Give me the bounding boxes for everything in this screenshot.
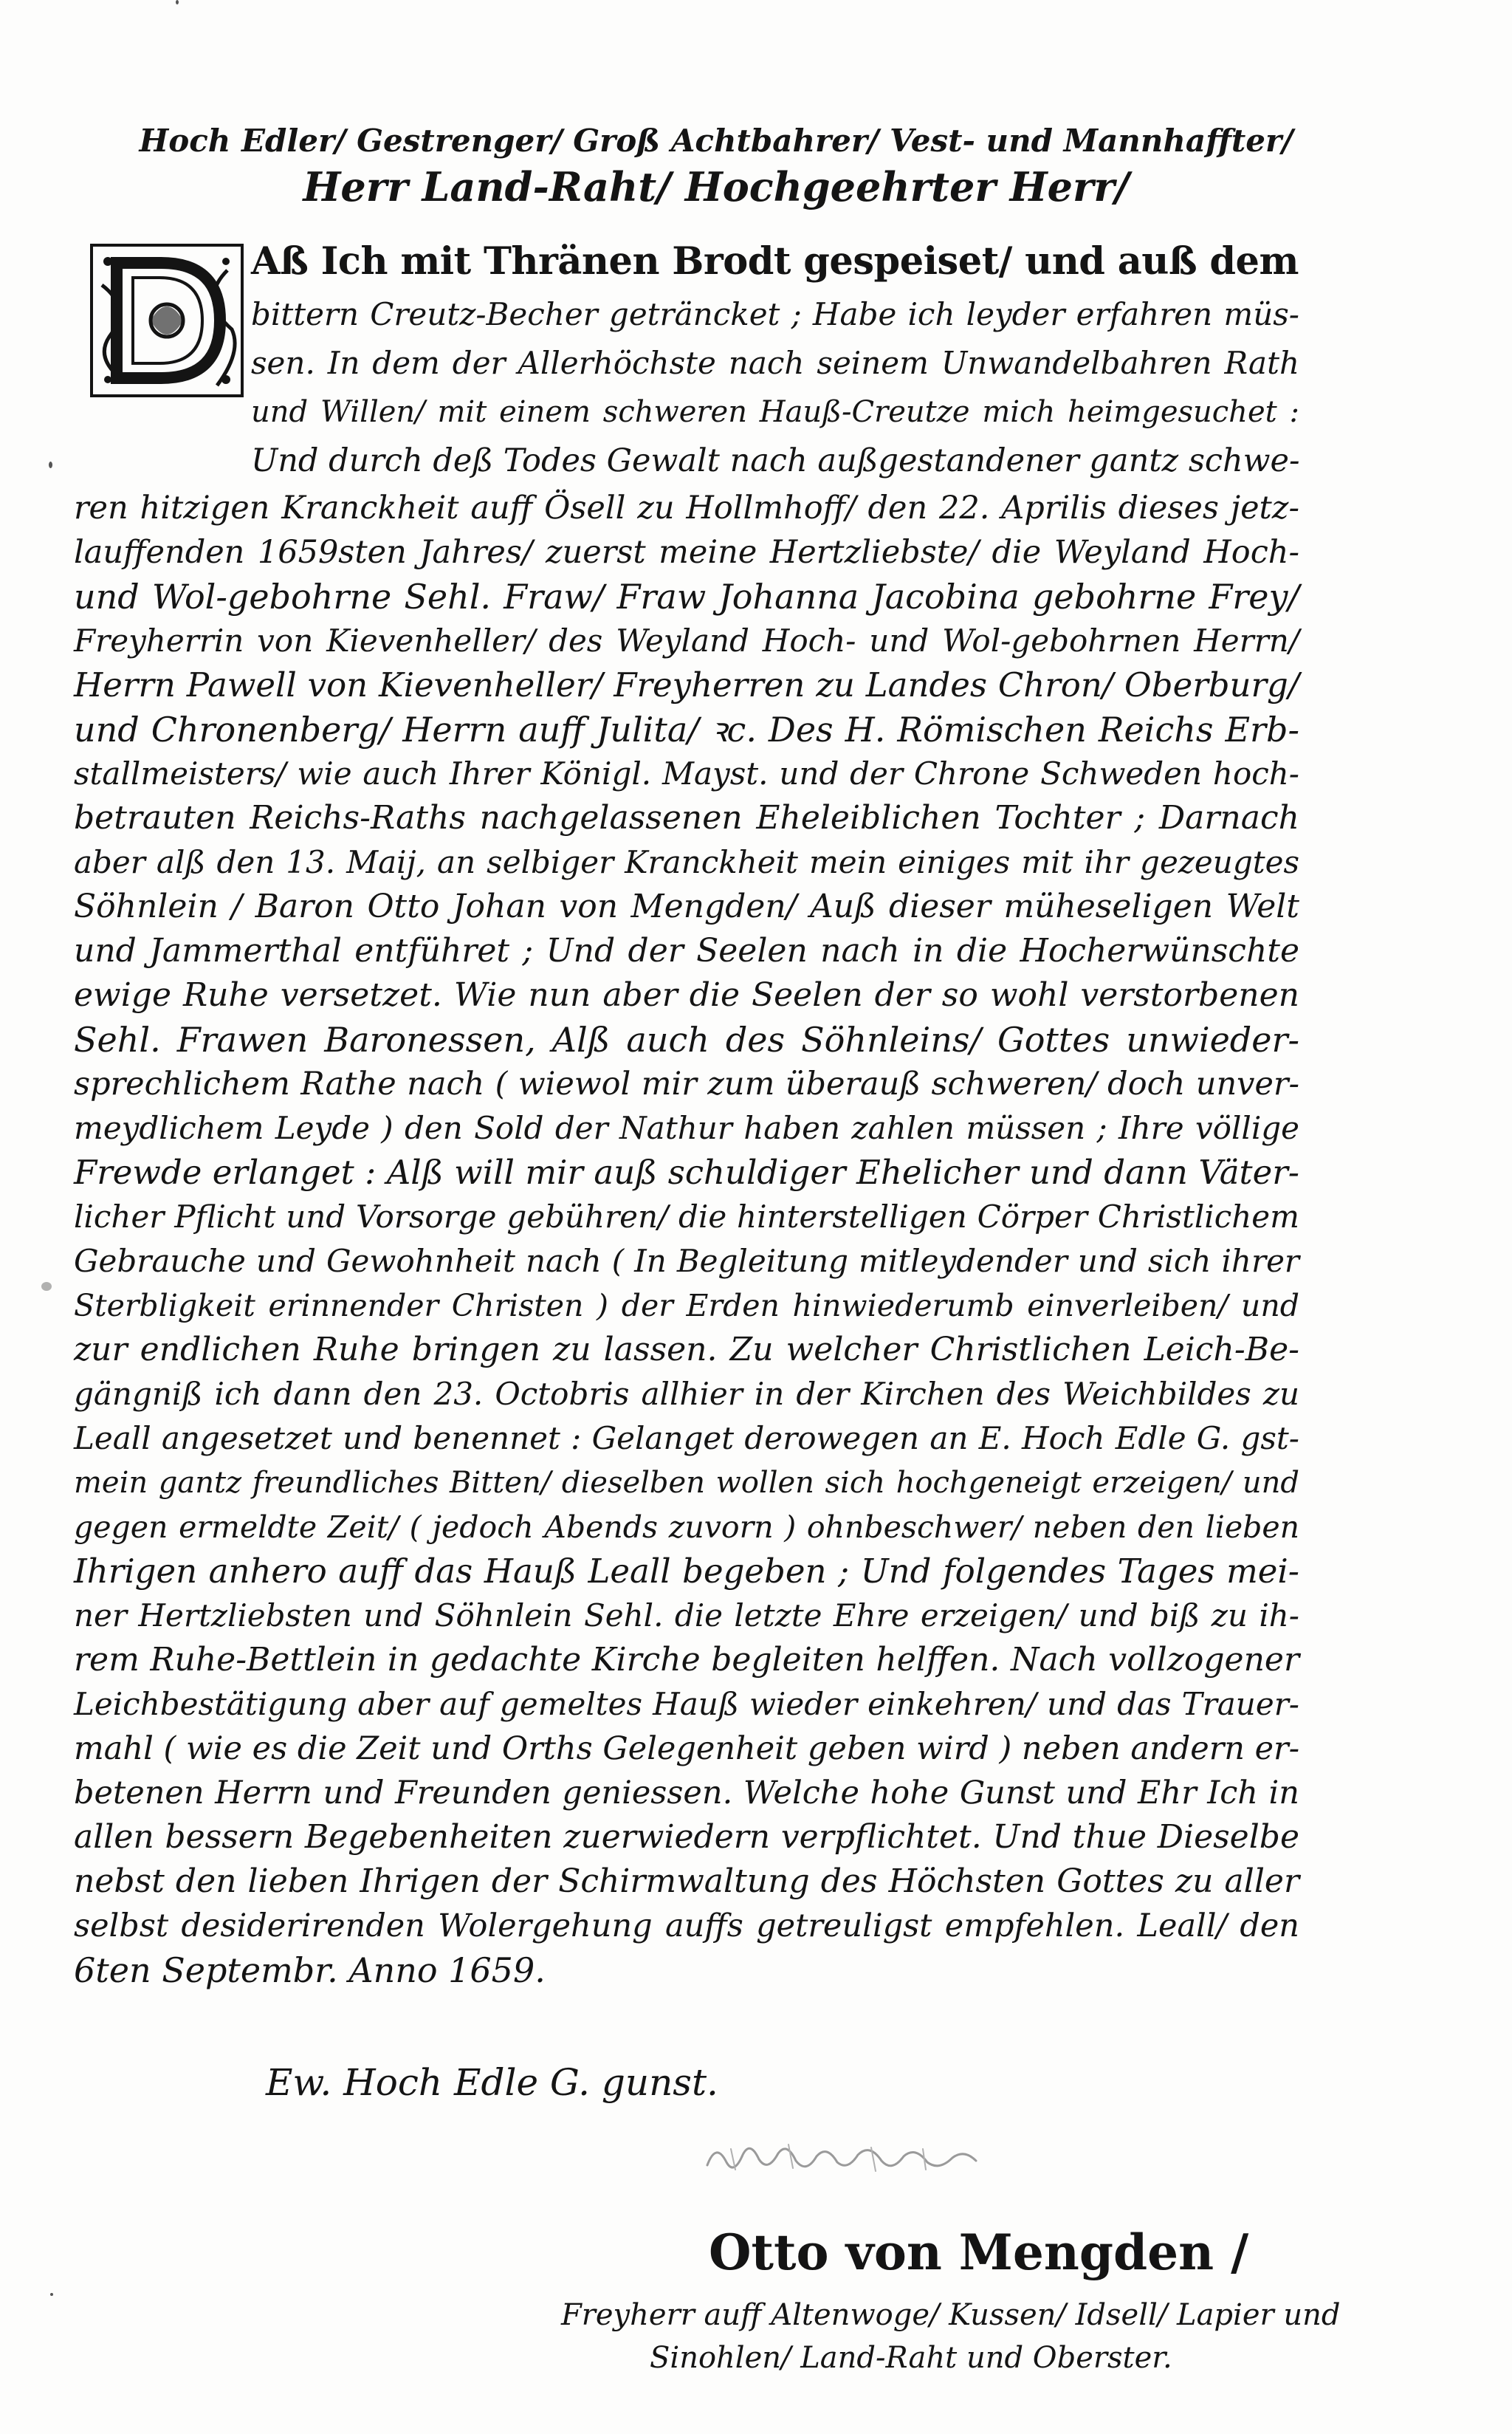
letter-line: licher Pflicht und Vorsorge gebühren/ die hinterstelligen Cörper Christlichem <box>74 1199 1299 1235</box>
handwritten-signature <box>701 2127 982 2186</box>
letter-line: Gebrauche und Gewohnheit nach ( In Begleitung mitleydender und sich ihrer <box>74 1243 1299 1279</box>
letter-line: aber alß den 13. Maij, an selbiger Kranckheit mein einiges mit ihr gezeugtes <box>74 844 1299 880</box>
letter-line: rem Ruhe-Bettlein in gedachte Kirche begleiten helffen. Nach vollzogener <box>74 1641 1299 1679</box>
letter-line: meydlichem Leyde ) den Sold der Nathur haben zahlen müssen ; Ihre völlige <box>74 1110 1299 1146</box>
closing-formula: Ew. Hoch Edle G. gunst. <box>266 2061 718 2104</box>
letter-line: Und durch deß Todes Gewalt nach außgestandener gantz schwe- <box>251 442 1300 479</box>
letter-line: Frewde erlanget : Alß will mir auß schuldiger Ehelicher und dann Väter- <box>74 1153 1299 1192</box>
paper-speck <box>50 2293 53 2296</box>
letter-line: sen. In dem der Allerhöchste nach seinem Unwandelbahren Rath <box>251 345 1299 381</box>
letter-line: mein gantz freundliches Bitten/ dieselben wollen sich hochgeneigt erzeigen/ und <box>74 1466 1299 1500</box>
paper-speck <box>41 1282 52 1291</box>
letter-line: bittern Creutz-Becher geträncket ; Habe ich leyder erfahren müs- <box>251 296 1299 332</box>
letter-line: Leall angesetzet und benennet : Gelanget derowegen an E. Hoch Edle G. gst- <box>74 1420 1299 1456</box>
letter-line: betenen Herrn und Freunden geniessen. Welche hohe Gunst und Ehr Ich in <box>74 1775 1299 1811</box>
signer-name: Otto von Mengden / <box>709 2224 1249 2281</box>
paper-speck <box>49 462 52 468</box>
ornamental-initial-icon <box>87 241 247 400</box>
letter-line: stallmeisters/ wie auch Ihrer Königl. Mayst. und der Chrone Schweden hoch- <box>74 755 1299 792</box>
letter-line: und Chronenberg/ Herrn auff Julita/ ꝛc. Des H. Römischen Reichs Erb- <box>74 710 1299 750</box>
salutation-line-2: Herr Land-Raht/ Hochgeehrter Herr/ <box>303 163 1130 210</box>
signer-title-line-2: Sinohlen/ Land-Raht und Oberster. <box>650 2341 1172 2375</box>
faint-signature-icon <box>701 2127 982 2186</box>
letter-line: Ihrigen anhero auff das Hauß Leall begeben ; Und folgendes Tages mei- <box>74 1552 1299 1591</box>
letter-line: lauffenden 1659sten Jahres/ zuerst meine Hertzliebste/ die Weyland Hoch- <box>74 534 1299 571</box>
letter-line: ewige Ruhe versetzet. Wie nun aber die Seelen der so wohl verstorbenen <box>74 976 1299 1014</box>
paper-speck <box>176 0 179 4</box>
letter-line: und Wol-gebohrne Sehl. Fraw/ Fraw Johanna Jacobina gebohrne Frey/ <box>74 577 1299 617</box>
salutation-line-1: Hoch Edler/ Gestrenger/ Groß Achtbahrer/ Vest- und Mannhaffter/ <box>139 123 1293 159</box>
letter-line: gegen ermeldte Zeit/ ( jedoch Abends zuvorn ) ohnbeschwer/ neben den lieben <box>74 1509 1299 1545</box>
signer-title-line-1: Freyherr auff Altenwoge/ Kussen/ Idsell/ Lapier und <box>561 2298 1341 2332</box>
letter-line: ren hitzigen Kranckheit auff Ösell zu Hollmhoff/ den 22. Aprilis dieses jetz- <box>74 490 1299 527</box>
letter-line: mahl ( wie es die Zeit und Orths Gelegenheit geben wird ) neben andern er- <box>74 1730 1300 1767</box>
letter-line: ner Hertzliebsten und Söhnlein Sehl. die letzte Ehre erzeigen/ und biß zu ih- <box>74 1597 1299 1633</box>
letter-line: allen bessern Begebenheiten zuerwiedern verpflichtet. Und thue Dieselbe <box>74 1818 1299 1856</box>
letter-line: und Jammerthal entführet ; Und der Seelen nach in die Hocherwünschte <box>74 932 1299 970</box>
letter-line: gängniß ich dann den 23. Octobris allhier in der Kirchen des Weichbildes zu <box>74 1376 1299 1412</box>
letter-line: Söhnlein / Baron Otto Johan von Mengden/ Auß dieser müheseligen Welt <box>74 888 1299 925</box>
letter-line: und Willen/ mit einem schweren Hauß-Creutze mich heimgesuchet : <box>251 395 1299 429</box>
letter-line: Herrn Pawell von Kievenheller/ Freyherren zu Landes Chron/ Oberburg/ <box>74 665 1299 705</box>
letter-line: zur endlichen Ruhe bringen zu lassen. Zu welcher Christlichen Leich-Be- <box>74 1331 1299 1368</box>
letter-line: Leichbestätigung aber auf gemeltes Hauß wieder einkehren/ und das Trauer- <box>74 1686 1299 1722</box>
letter-line: nebst den lieben Ihrigen der Schirmwaltung des Höchsten Gottes zu aller <box>74 1862 1299 1900</box>
letter-line: betrauten Reichs-Raths nachgelassenen Eheleiblichen Tochter ; Darnach <box>74 799 1299 837</box>
letter-line: Freyherrin von Kievenheller/ des Weyland Hoch- und Wol-gebohrnen Herrn/ <box>74 623 1299 659</box>
letter-line: selbst desiderirenden Wolergehung auffs getreuligst empfehlen. Leall/ den <box>74 1907 1299 1944</box>
letter-line: sprechlichem Rathe nach ( wiewol mir zum überauß schweren/ doch unver- <box>74 1066 1299 1103</box>
letter-line-date: 6ten Septembr. Anno 1659. <box>74 1950 546 1990</box>
letter-line: Sehl. Frawen Baronessen, Alß auch des Söhnleins/ Gottes unwieder- <box>74 1020 1299 1060</box>
letter-opening-line: Aß Ich mit Thränen Brodt gespeiset/ und auß dem <box>251 239 1299 284</box>
decorative-initial-d <box>87 241 247 400</box>
letter-line: Sterbligkeit erinnender Christen ) der Erden hinwiederumb einverleiben/ und <box>74 1288 1299 1323</box>
